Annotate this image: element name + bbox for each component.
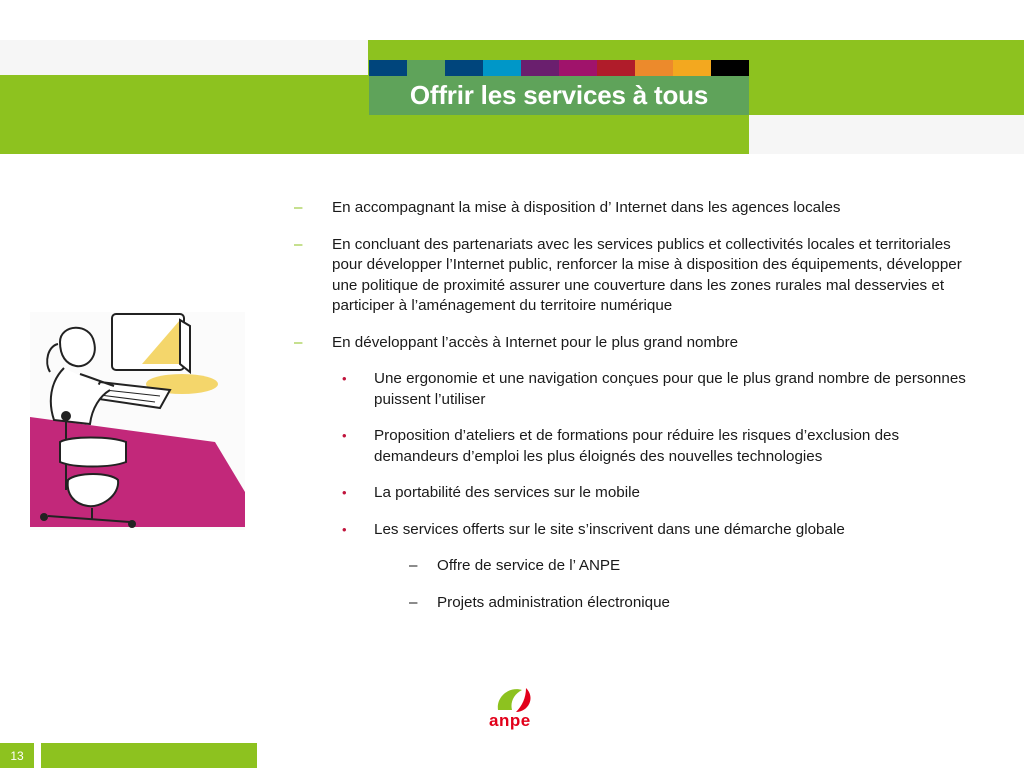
color-swatch [597, 60, 635, 76]
color-swatch [711, 60, 749, 76]
color-swatch [673, 60, 711, 76]
bullet-marker: – [409, 593, 418, 611]
bullet-marker: – [294, 333, 303, 351]
bullet-marker: • [342, 371, 347, 386]
footer-bar [41, 743, 257, 768]
bullet-text: La portabilité des services sur le mobile [374, 484, 640, 501]
bullet-marker: – [409, 557, 418, 574]
color-swatch [445, 60, 483, 76]
bullet-item-level-2 [292, 369, 982, 410]
color-swatch [635, 60, 673, 76]
bullet-text: En accompagnant la mise à disposition d’ Internet dans les agences locales [332, 199, 841, 216]
bullet-item-level-2 [292, 426, 982, 467]
bullet-text: Offre de service de l’ ANPE [437, 557, 621, 574]
color-swatch [483, 60, 521, 76]
bullet-marker: • [342, 485, 347, 500]
color-swatch [521, 60, 559, 76]
page-number: 13 [0, 743, 34, 768]
bullet-item-level-3 [292, 593, 982, 614]
bullet-item-level-2 [292, 483, 982, 504]
color-strip [369, 60, 749, 76]
bullet-item-level-1 [292, 235, 982, 317]
bullet-text: Les services offerts sur le site s’inscrivent dans une démarche globale [374, 520, 845, 538]
bullet-text: Projets administration électronique [437, 593, 670, 611]
bullet-item-level-3 [292, 556, 982, 577]
title-box [369, 76, 749, 115]
logo-text: anpe [489, 711, 531, 730]
bullet-marker: • [342, 521, 347, 537]
bullet-text: Une ergonomie et une navigation conçues pour que le plus grand nombre de personnes puissent l’utiliser [374, 370, 966, 408]
color-swatch [559, 60, 597, 76]
person-at-computer-icon [30, 312, 245, 530]
bullet-item-level-1 [292, 198, 982, 219]
bullet-text: En concluant des partenariats avec les services publics et collectivités locales et territoriales pour développer l’Internet public, renforcer la mise à disposition des équipements, développer une politique de proximité assurer une couverture dans les zones rurales mal desservies et participer à l’aménagement du territoire numérique [332, 235, 962, 314]
bullet-text: Proposition d’ateliers et de formations pour réduire les risques d’exclusion des demandeurs d’emploi les plus éloignés des nouvelles technologies [374, 427, 900, 465]
bullet-marker: – [294, 199, 303, 216]
slide-title: Offrir les services à tous [409, 80, 709, 110]
bullet-marker: • [342, 428, 347, 443]
bullet-item-level-1 [292, 333, 982, 354]
bullet-text: En développant l’accès à Internet pour le plus grand nombre [332, 333, 739, 351]
bullet-list [292, 198, 982, 629]
bullet-marker: – [294, 235, 303, 253]
bullet-item-level-2 [292, 520, 982, 541]
color-swatch [407, 60, 445, 76]
color-swatch [369, 60, 407, 76]
